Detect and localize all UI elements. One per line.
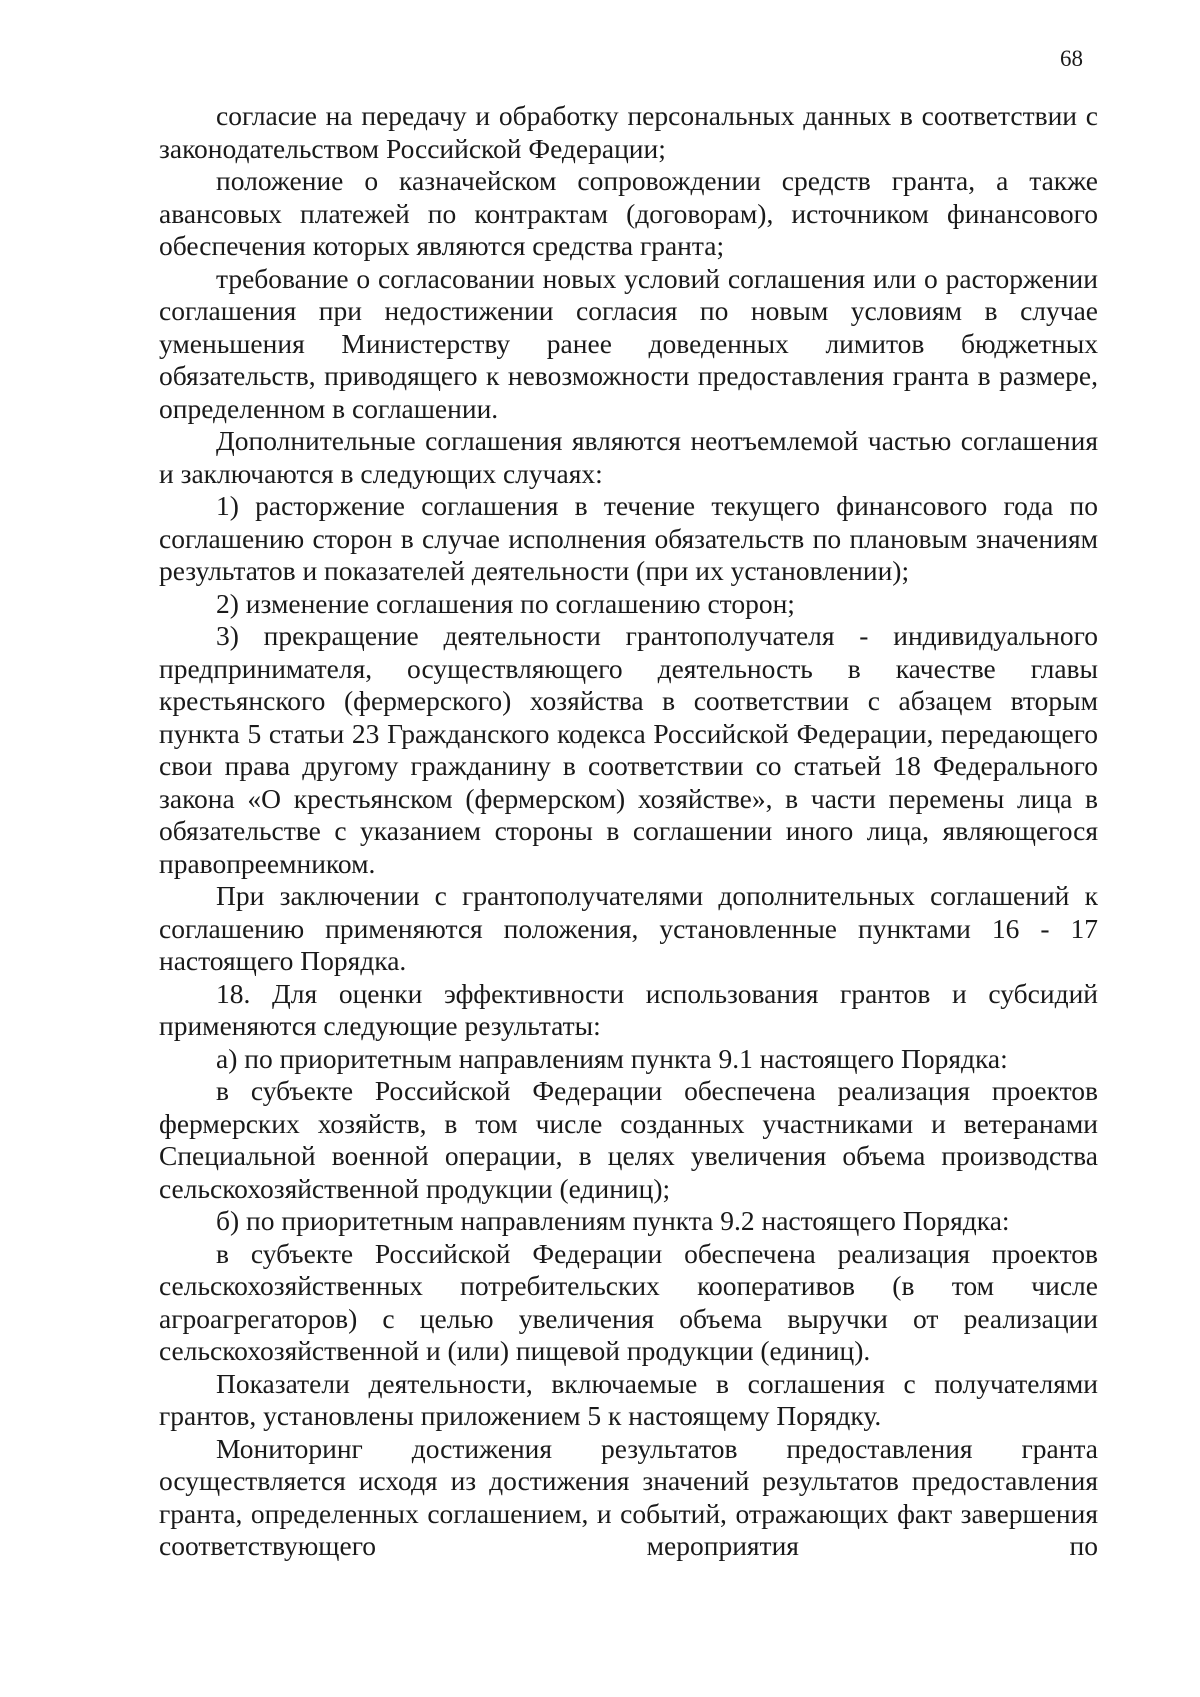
paragraph: в субъекте Российской Федерации обеспечена реализация проектов сельскохозяйственных потребительских кооперативов (в том числе агроагрегаторов) с целью увеличения объема выручки от реализации сельскохозяйственной и (или) пищевой продукции (единиц). — [159, 1237, 1098, 1366]
paragraph: 2) изменение соглашения по соглашению сторон; — [216, 587, 795, 619]
paragraph: в субъекте Российской Федерации обеспечена реализация проектов фермерских хозяйств, в том числе созданных участниками и ветеранами Специальной военной операции, в целях увеличения объема производства сельскохозяйственной продукции (единиц); — [159, 1075, 1098, 1204]
paragraph: 18. Для оценки эффективности использования грантов и субсидий применяются следующие результаты: — [159, 977, 1098, 1041]
page-number: 68 — [1060, 46, 1083, 71]
paragraph: Показатели деятельности, включаемые в соглашения с получателями грантов, установлены приложением 5 к настоящему Порядку. — [159, 1367, 1098, 1431]
paragraph: При заключении с грантополучателями дополнительных соглашений к соглашению применяются положения, установленные пунктами 16 - 17 настоящего Порядка. — [159, 880, 1098, 976]
paragraph: Дополнительные соглашения являются неотъемлемой частью соглашения и заключаются в следующих случаях: — [159, 425, 1098, 489]
paragraph: Мониторинг достижения результатов предоставления гранта осуществляется исходя из достижения значений результатов предоставления гранта, определенных соглашением, и событий, отражающих факт завершения соответствующего мероприятия по — [159, 1432, 1098, 1561]
paragraph: а) по приоритетным направлениям пункта 9.1 настоящего Порядка: — [216, 1042, 1008, 1074]
paragraph: 1) расторжение соглашения в течение текущего финансового года по соглашению сторон в случае исполнения обязательств по плановым значениям результатов и показателей деятельности (при их установлении); — [159, 490, 1098, 586]
paragraph: согласие на передачу и обработку персональных данных в соответствии с законодательством Российской Федерации; — [159, 100, 1098, 164]
document-body — [159, 100, 1098, 1563]
paragraph: 3) прекращение деятельности грантополучателя - индивидуального предпринимателя, осуществляющего деятельность в качестве главы крестьянского (фермерского) хозяйства в соответствии с абзацем вторым пункта 5 статьи 23 Гражданского кодекса Российской Федерации, передающего свои права другому гражданину в соответствии со статьей 18 Федерального закона «О крестьянском (фермерском) хозяйстве», в части перемены лица в обязательстве с указанием стороны в соглашении иного лица, являющегося правопреемником. — [159, 620, 1098, 879]
paragraph: положение о казначейском сопровождении средств гранта, а также авансовых платежей по контрактам (договорам), источником финансового обеспечения которых являются средства гранта; — [159, 165, 1098, 261]
paragraph: требование о согласовании новых условий соглашения или о расторжении соглашения при недостижении согласия по новым условиям в случае уменьшения Министерству ранее доведенных лимитов бюджетных обязательств, приводящего к невозможности предоставления гранта в размере, определенном в соглашении. — [159, 262, 1098, 424]
paragraph: б) по приоритетным направлениям пункта 9.2 настоящего Порядка: — [216, 1205, 1010, 1236]
